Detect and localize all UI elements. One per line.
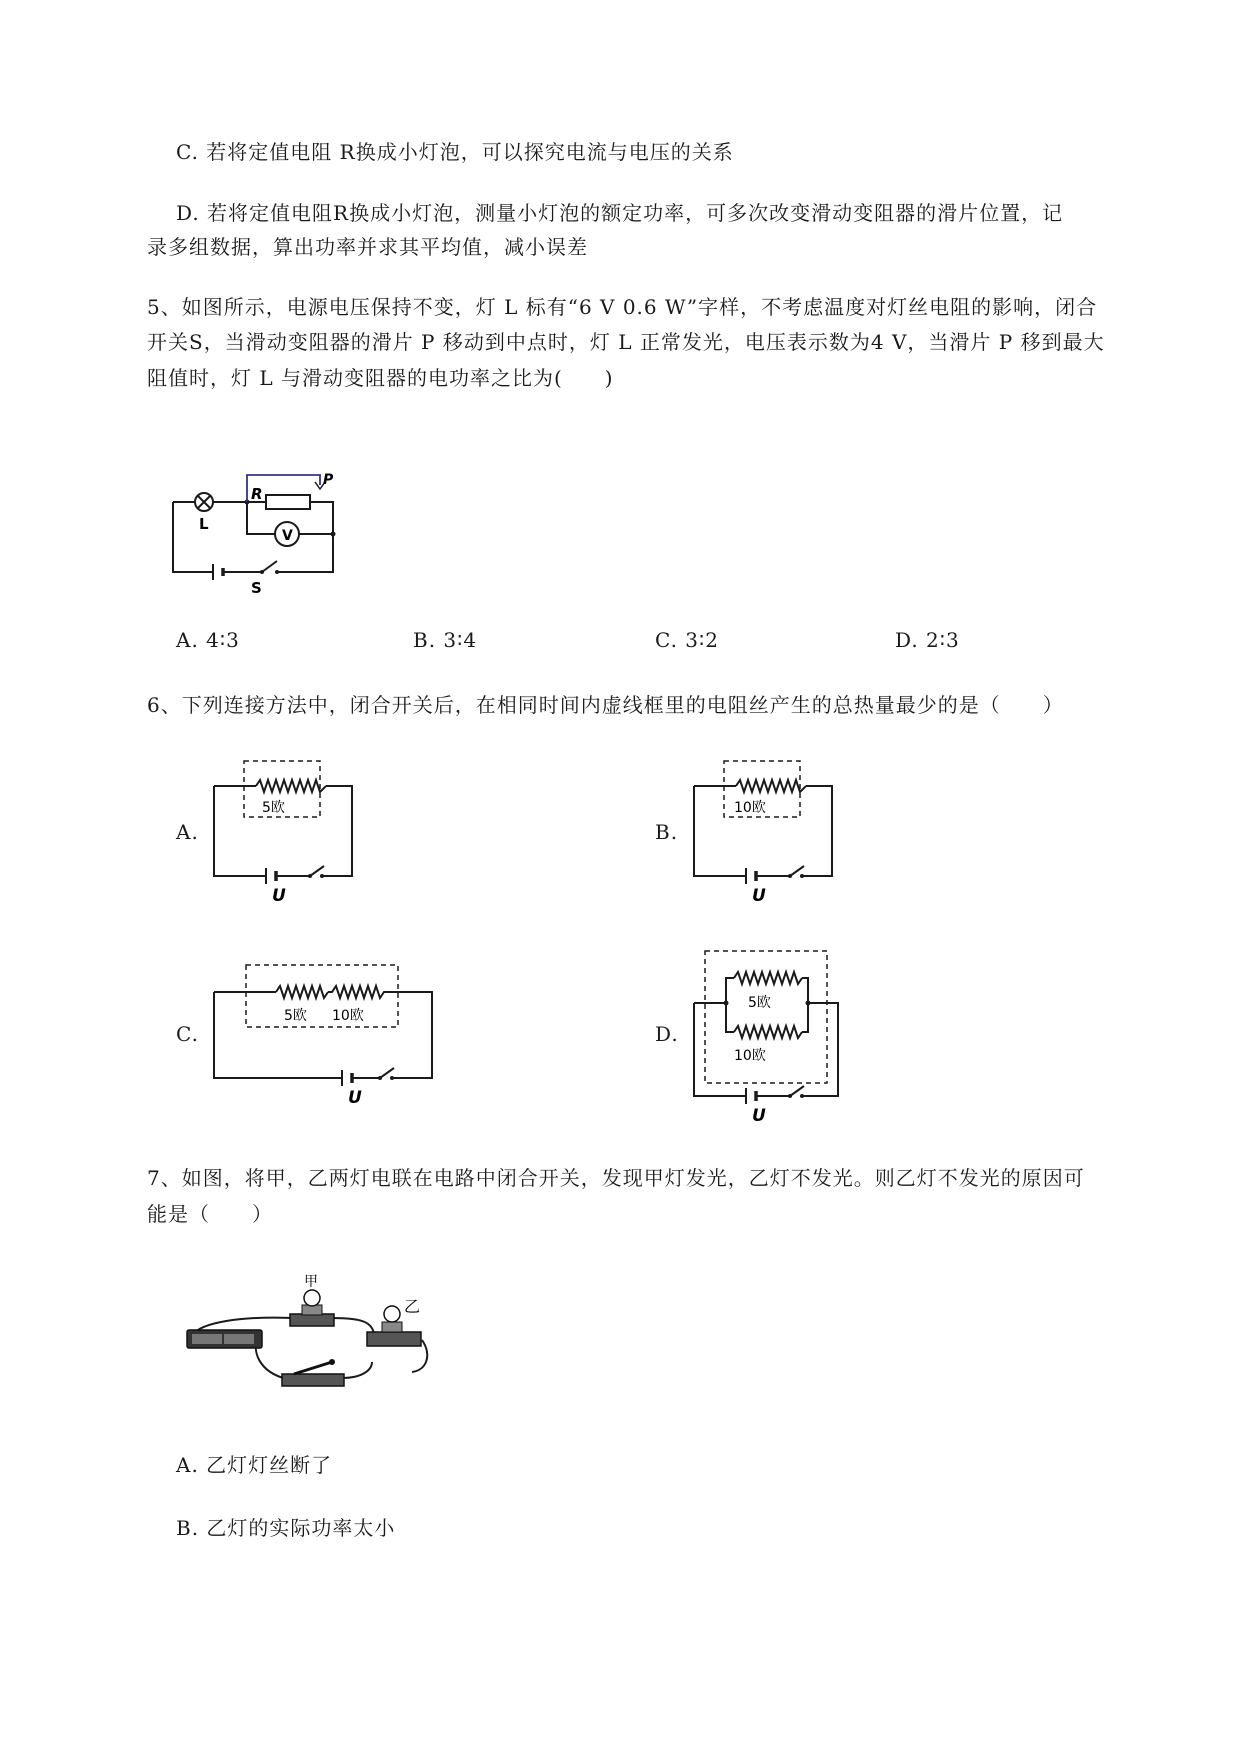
resistor-symbol <box>736 780 806 792</box>
voltmeter-label: V <box>282 528 293 544</box>
q7-option-b[interactable]: B. 乙灯的实际功率太小 <box>176 1516 396 1540</box>
resistor-label-2: 10欧 <box>332 1008 364 1024</box>
q5-option-a[interactable]: A. 4∶3 <box>176 628 240 652</box>
resistor-label-1: 5欧 <box>748 995 771 1011</box>
q6-option-d-letter[interactable]: D. <box>655 1022 679 1046</box>
q4-option-d-line2: 录多组数据，算出功率并求其平均值，减小误差 <box>147 235 588 259</box>
resistor-label-1: 5欧 <box>284 1008 307 1024</box>
lamp-jia <box>290 1290 334 1326</box>
q5-stem-line1: 5、如图所示，电源电压保持不变，灯 L 标有“6 V 0.6 W”字样，不考虑温度对灯丝电阻的影响，闭合 <box>147 295 1098 319</box>
slider-label: P <box>323 472 334 488</box>
resistor-symbol <box>256 780 326 792</box>
lamp-jia-label: 甲 <box>304 1274 318 1290</box>
q5-stem-line2: 开关S，当滑动变阻器的滑片 P 移动到中点时，灯 L 正常发光，电压表示数为4 V，当滑片 P 移到最大 <box>147 330 1105 354</box>
source-label: U <box>348 1088 362 1108</box>
lamp-label: L <box>199 515 209 533</box>
dashed-box <box>246 965 398 1027</box>
resistor-10-symbol <box>734 1026 802 1038</box>
battery-pack <box>187 1330 262 1348</box>
source-label: U <box>752 886 766 906</box>
q7-option-a[interactable]: A. 乙灯灯丝断了 <box>176 1453 333 1477</box>
q5-option-d[interactable]: D. 2∶3 <box>895 628 960 652</box>
q6-circuit-b[interactable] <box>690 756 850 906</box>
rheostat-symbol <box>266 495 310 509</box>
q4-option-d-line1: D. 若将定值电阻R换成小灯泡，测量小灯泡的额定功率，可多次改变滑动变阻器的滑片位置，记 <box>176 201 1064 225</box>
q7-circuit-photo <box>182 1274 432 1430</box>
q5-stem-line3: 阻值时，灯 L 与滑动变阻器的电功率之比为( ) <box>147 366 614 390</box>
resistor-5-symbol <box>734 972 802 984</box>
lamp-symbol <box>195 493 213 511</box>
q7-stem-line2: 能是（ ） <box>147 1202 273 1226</box>
q6-circuit-c[interactable] <box>210 960 440 1110</box>
q6-circuit-d[interactable] <box>690 948 850 1128</box>
q6-stem: 6、下列连接方法中，闭合开关后，在相同时间内虚线框里的电阻丝产生的总热量最少的是（ ） <box>147 693 1064 717</box>
switch-symbol <box>260 561 279 574</box>
battery-symbol <box>213 564 223 580</box>
resistor-10-symbol <box>328 986 398 998</box>
knife-switch <box>282 1359 344 1386</box>
q5-option-b[interactable]: B. 3∶4 <box>413 628 478 652</box>
q6-circuit-a[interactable] <box>210 756 370 906</box>
resistor-label: 5欧 <box>262 800 285 816</box>
resistor-label-2: 10欧 <box>734 1048 766 1064</box>
source-label: U <box>272 886 286 906</box>
q5-circuit-diagram <box>165 472 365 597</box>
resistor-5-symbol <box>276 986 328 998</box>
q6-option-b-letter[interactable]: B. <box>655 820 679 844</box>
switch-label: S <box>251 579 262 597</box>
lamp-yi-label: 乙 <box>404 1297 421 1316</box>
q5-option-c[interactable]: C. 3∶2 <box>655 628 719 652</box>
q6-option-a-letter[interactable]: A. <box>176 820 199 844</box>
rheostat-label: R <box>251 485 263 503</box>
q4-option-c: C. 若将定值电阻 R换成小灯泡，可以探究电流与电压的关系 <box>176 140 734 164</box>
q7-stem-line1: 7、如图，将甲，乙两灯电联在电路中闭合开关，发现甲灯发光，乙灯不发光。则乙灯不发光的原因可 <box>147 1166 1085 1190</box>
resistor-label: 10欧 <box>734 800 766 816</box>
source-label: U <box>752 1106 766 1126</box>
q6-option-c-letter[interactable]: C. <box>176 1022 199 1046</box>
